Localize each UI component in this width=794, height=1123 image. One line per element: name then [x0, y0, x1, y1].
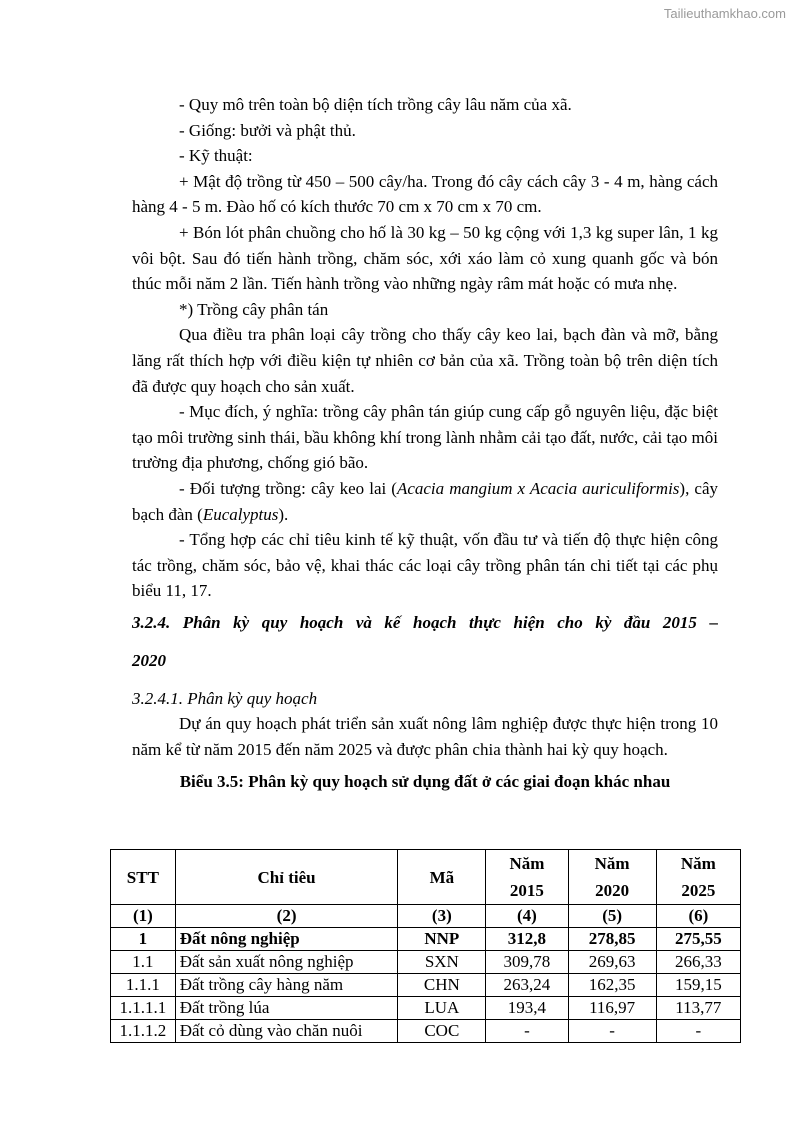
cell-2025: 266,33	[656, 951, 740, 974]
cell-code: NNP	[398, 928, 486, 951]
paragraph: Qua điều tra phân loại cây trồng cho thấy cây keo lai, bạch đàn và mỡ, bằng lăng rất thích hợp với điều kiện tự nhiên cơ bản của xã. Trồng toàn bộ trên diện tích đã được quy hoạch cho sản xuất.	[132, 325, 718, 396]
colnum: (1)	[111, 905, 176, 928]
cell-2025: 113,77	[656, 997, 740, 1020]
species-name: Eucalyptus	[202, 504, 279, 524]
cell-name: Đất trồng cây hàng năm	[175, 974, 398, 997]
table-row	[111, 974, 741, 997]
text-span: ).	[278, 504, 289, 524]
header-year-2020: 2020	[568, 877, 656, 905]
table-row	[111, 997, 741, 1020]
land-use-table	[110, 849, 741, 1043]
paragraph: + Bón lót phân chuồng cho hố là 30 kg – 50 kg cộng với 1,3 kg super lân, 1 kg vôi bột. Sau đó tiến hành trồng, chăm sóc, xới xáo làm cỏ xung quanh gốc và bón thúc mỗi năm 2 lần. Tiến hành trồng vào những ngày râm mát hoặc có mưa nhẹ.	[132, 222, 718, 294]
colnum: (6)	[656, 905, 740, 928]
cell-code: COC	[398, 1020, 486, 1043]
watermark: Tailieuthamkhao.com	[663, 6, 786, 21]
colnum: (4)	[486, 905, 568, 928]
cell-stt: 1.1.1.2	[111, 1020, 176, 1043]
species-name: Acacia mangium x Acacia auriculiformis	[396, 478, 680, 498]
cell-2020: 116,97	[568, 997, 656, 1020]
cell-2020: 162,35	[568, 974, 656, 997]
cell-code: SXN	[398, 951, 486, 974]
text-span: ), cây bạch đàn (	[132, 478, 718, 524]
cell-2020: 269,63	[568, 951, 656, 974]
cell-2015: 263,24	[486, 974, 568, 997]
colnum: (5)	[568, 905, 656, 928]
cell-name: Đất sản xuất nông nghiệp	[175, 951, 398, 974]
paragraph: - Giống: bưởi và phật thủ.	[179, 120, 356, 140]
paragraph: *) Trồng cây phân tán	[179, 299, 329, 319]
paragraph: Dự án quy hoạch phát triển sản xuất nông lâm nghiệp được thực hiện trong 10 năm kể từ năm 2015 đến năm 2025 và được phân chia thành hai kỳ quy hoạch.	[132, 714, 718, 760]
cell-stt: 1.1.1.1	[111, 997, 176, 1020]
header-nam: Năm	[486, 850, 568, 878]
cell-2025: 275,55	[656, 928, 740, 951]
colnum: (3)	[398, 905, 486, 928]
header-ma: Mã	[398, 850, 486, 905]
table-row	[111, 928, 741, 951]
header-nam: Năm	[656, 850, 740, 878]
cell-name: Đất cỏ dùng vào chăn nuôi	[175, 1020, 398, 1043]
paragraph: - Kỹ thuật:	[179, 146, 253, 166]
table-row	[111, 951, 741, 974]
header-stt: STT	[111, 850, 176, 905]
cell-2025: -	[656, 1020, 740, 1043]
cell-2015: 312,8	[486, 928, 568, 951]
cell-2015: 193,4	[486, 997, 568, 1020]
document-body	[132, 92, 718, 802]
subsection-heading: 3.2.4.1. Phân kỳ quy hoạch	[132, 688, 318, 708]
cell-2025: 159,15	[656, 974, 740, 997]
cell-stt: 1.1	[111, 951, 176, 974]
section-heading-cont: 2020	[132, 650, 166, 670]
cell-2020: 278,85	[568, 928, 656, 951]
paragraph	[132, 476, 718, 527]
header-chi-tieu: Chỉ tiêu	[175, 850, 398, 905]
cell-name: Đất trồng lúa	[175, 997, 398, 1020]
cell-stt: 1	[111, 928, 176, 951]
cell-code: CHN	[398, 974, 486, 997]
cell-stt: 1.1.1	[111, 974, 176, 997]
header-nam: Năm	[568, 850, 656, 878]
text-span: - Đối tượng trồng: cây keo lai (	[179, 478, 397, 498]
paragraph: - Tổng hợp các chỉ tiêu kinh tế kỹ thuật, vốn đầu tư và tiến độ thực hiện công tác trồng, chăm sóc, bảo vệ, khai thác các loại cây trồng phân tán chi tiết tại các phụ biểu 11, 17.	[132, 530, 718, 601]
cell-2015: -	[486, 1020, 568, 1043]
paragraph: + Mật độ trồng từ 450 – 500 cây/ha. Trong đó cây cách cây 3 - 4 m, hàng cách hàng 4 - 5 m. Đào hố có kích thước 70 cm x 70 cm x 70 cm.	[132, 171, 718, 217]
paragraph: - Quy mô trên toàn bộ diện tích trồng cây lâu năm của xã.	[179, 95, 572, 114]
header-year-2025: 2025	[656, 877, 740, 905]
table-row	[111, 1020, 741, 1043]
colnum: (2)	[175, 905, 398, 928]
cell-name: Đất nông nghiệp	[175, 928, 398, 951]
cell-2015: 309,78	[486, 951, 568, 974]
paragraph: - Mục đích, ý nghĩa: trồng cây phân tán giúp cung cấp gỗ nguyên liệu, đặc biệt tạo môi trường sinh thái, bầu không khí trong lành nhằm cải tạo đất, nước, cải tạo môi trường địa phương, chống gió bão.	[132, 402, 718, 473]
section-heading: 3.2.4. Phân kỳ quy hoạch và kế hoạch thực hiện cho kỳ đầu 2015 –	[132, 612, 718, 632]
cell-code: LUA	[398, 997, 486, 1020]
header-year-2015: 2015	[486, 877, 568, 905]
table-caption: Biểu 3.5: Phân kỳ quy hoạch sử dụng đất ở các giai đoạn khác nhau	[179, 771, 671, 791]
cell-2020: -	[568, 1020, 656, 1043]
